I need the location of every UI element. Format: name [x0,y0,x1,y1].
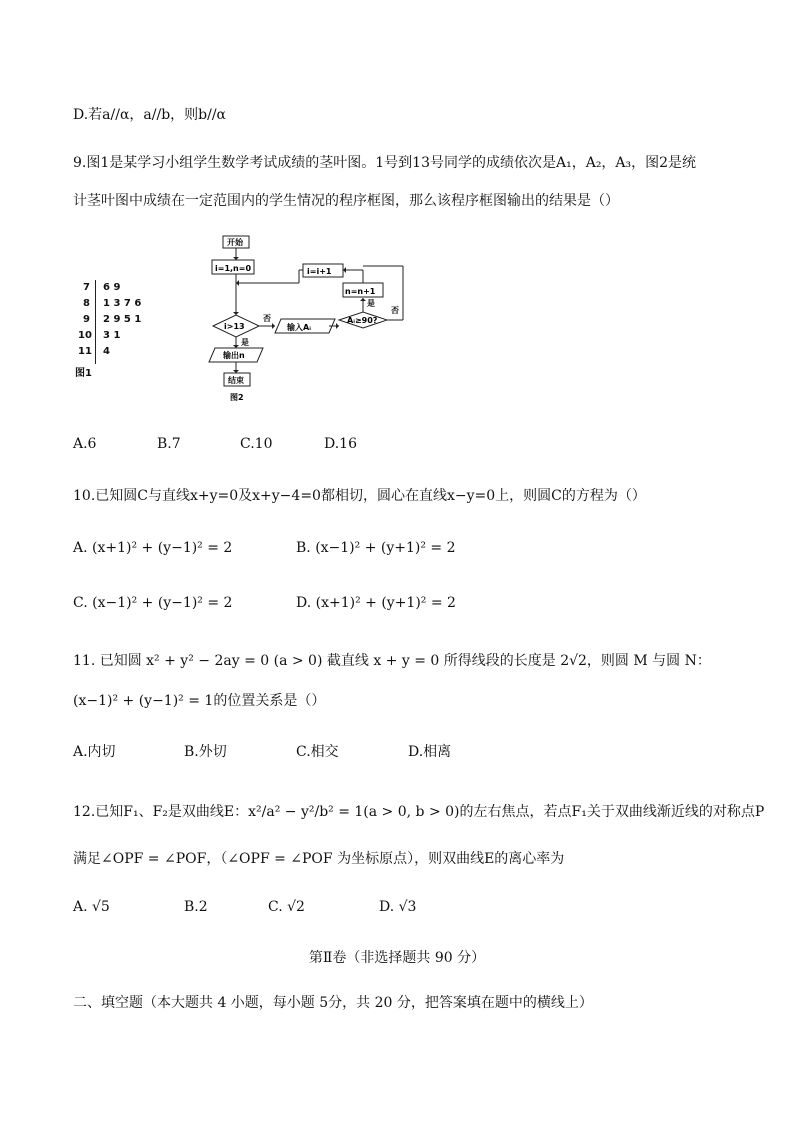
flow-end: 结束 [228,376,244,385]
fill-in-header: 二、填空题（本大题共 4 小题，每小题 5分，共 20 分，把答案填在题中的横线上） [73,995,593,1011]
q9-text-line2: 计茎叶图中成绩在一定范围内的学生情况的程序框图，那么该程序框图输出的结果是（） [73,193,619,209]
flow-yes-label-main: 是 [241,338,249,347]
q10-option-c: C. (x−1)² + (y−1)² = 2 [73,595,233,611]
figure1-caption: 图1 [75,368,92,379]
q12-text-line2: 满足∠OPF = ∠POF，（∠OPF = ∠POF 为坐标原点），则双曲线E的离心率为 [73,851,565,867]
q9-option-d: D.16 [324,436,357,452]
q10-option-b: B. (x−1)² + (y+1)² = 2 [296,540,456,556]
q11-option-c: C.相交 [296,744,339,760]
flow-start: 开始 [227,238,243,247]
flow-no-label-score: 否 [391,306,399,315]
flow-input: 输入Aᵢ [287,323,311,332]
q9-option-c: C.10 [240,436,273,452]
q11-text-line2: (x−1)² + (y−1)² = 1的位置关系是（） [73,693,326,709]
stem-row-4-stem: 10 [78,330,92,341]
q12-option-b: B.2 [184,899,208,915]
stem-row-2-leaves: 1 3 7 6 [103,298,142,309]
q10-option-d: D. (x+1)² + (y+1)² = 2 [296,595,456,611]
q12-option-a: A. √5 [73,899,110,915]
q12-option-c: C. √2 [268,899,305,915]
q11-option-b: B.外切 [184,744,227,760]
q11-option-d: D.相离 [408,744,452,760]
flow-output: 输出n [223,351,245,360]
stem-row-2-stem: 8 [83,298,90,309]
q9-figure [73,228,413,406]
q9-option-b: B.7 [157,436,181,452]
q10-text: 10.已知圆C与直线x+y=0及x+y−4=0都相切，圆心在直线x−y=0上，则圆C的方程为（） [73,488,646,504]
stem-row-5-leaves: 4 [103,346,110,357]
q11-option-a: A.内切 [73,744,116,760]
section2-title: 第Ⅱ卷（非选择题共 90 分） [308,950,486,966]
q12-text-line1: 12.已知F₁、F₂是双曲线E：x²/a² − y²/b² = 1(a > 0, b > 0)的左右焦点，若点F₁关于双曲线渐近线的对称点P [73,804,765,820]
stem-row-1-leaves: 6 9 [103,282,121,293]
q9-option-a: A.6 [73,436,97,452]
q12-option-d: D. √3 [379,899,417,915]
stem-row-1-stem: 7 [83,282,90,293]
stem-row-3-leaves: 2 9 5 1 [103,314,142,325]
flowchart [73,228,413,406]
flow-yes-label-score: 是 [367,299,375,308]
flow-condition-score: Aᵢ≥90? [347,316,378,325]
flow-increment-i: i=i+1 [307,267,332,276]
flow-init: i=1,n=0 [215,264,252,273]
q11-text-line1: 11. 已知圆 x² + y² − 2ay = 0 (a > 0) 截直线 x + y = 0 所得线段的长度是 2√2，则圆 M 与圆 N： [73,653,711,669]
q8-option-d: D.若a//α，a//b，则b//α [73,107,227,123]
flow-increment-n: n=n+1 [345,287,376,296]
figure2-caption: 图2 [230,393,244,402]
flow-condition-main: i>13 [224,322,245,331]
stem-row-4-leaves: 3 1 [103,330,121,341]
q9-text-line1: 9.图1是某学习小组学生数学考试成绩的茎叶图。1号到13号同学的成绩依次是A₁，A₂，A₃，图2是统 [73,155,697,171]
q10-option-a: A. (x+1)² + (y−1)² = 2 [73,540,233,556]
flow-no-label-main: 否 [263,314,271,323]
stem-row-5-stem: 11 [78,346,92,357]
stem-row-3-stem: 9 [83,314,90,325]
